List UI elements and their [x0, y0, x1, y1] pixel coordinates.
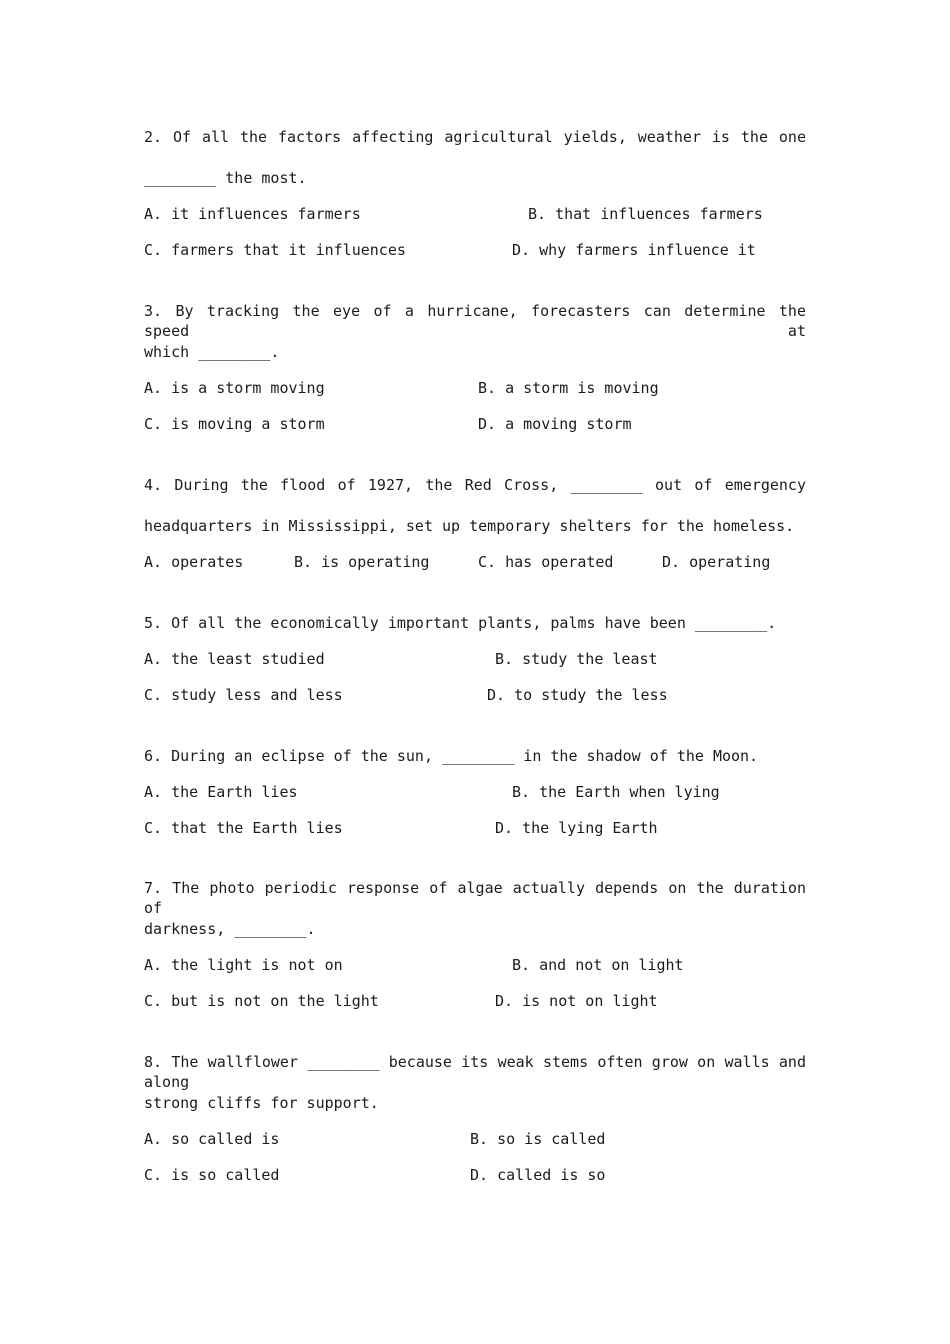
- question-7-stem-line-2: darkness, ________.: [144, 920, 316, 938]
- question-2-stem-line-1: 2. Of all the factors affecting agricultural yields, weather is the one: [144, 128, 806, 146]
- question-3-stem-line-1: 3. By tracking the eye of a hurricane, forecasters can determine the speed at: [144, 302, 806, 340]
- question-8-option-c: C. is so called: [144, 1166, 280, 1184]
- question-5-option-c: C. study less and less: [144, 686, 343, 704]
- question-7-option-c: C. but is not on the light: [144, 992, 379, 1010]
- question-6-stem-line-1: 6. During an eclipse of the sun, ________ in the shadow of the Moon.: [144, 747, 759, 765]
- question-7-stem-line-1: 7. The photo periodic response of algae actually depends on the duration of: [144, 879, 806, 917]
- question-6-option-b: B. the Earth when lying: [512, 783, 720, 801]
- question-3-stem-line-2: which ________.: [144, 343, 280, 361]
- question-4-stem-line-1: 4. During the flood of 1927, the Red Cross, ________ out of emergency: [144, 476, 806, 494]
- question-3-option-b: B. a storm is moving: [478, 379, 659, 397]
- question-5-stem-line-1: 5. Of all the economically important plants, palms have been ________.: [144, 614, 777, 632]
- question-2-option-c: C. farmers that it influences: [144, 241, 406, 259]
- question-2-stem-line-2: ________ the most.: [144, 169, 307, 187]
- question-4-option-a: A. operates: [144, 553, 244, 571]
- question-2-option-d: D. why farmers influence it: [512, 241, 756, 259]
- question-8-option-b: B. so is called: [470, 1130, 606, 1148]
- question-7-option-d: D. is not on light: [495, 992, 658, 1010]
- question-5-option-b: B. study the least: [495, 650, 658, 668]
- question-5-option-a: A. the least studied: [144, 650, 325, 668]
- question-3-option-a: A. is a storm moving: [144, 379, 325, 397]
- question-6-option-d: D. the lying Earth: [495, 819, 658, 837]
- question-8-option-a: A. so called is: [144, 1130, 280, 1148]
- question-4-option-b: B. is operating: [294, 553, 430, 571]
- question-6-option-c: C. that the Earth lies: [144, 819, 343, 837]
- question-7-option-b: B. and not on light: [512, 956, 684, 974]
- question-8-stem-line-2: strong cliffs for support.: [144, 1094, 379, 1112]
- question-6-option-a: A. the Earth lies: [144, 783, 298, 801]
- question-7-option-a: A. the light is not on: [144, 956, 343, 974]
- question-5-option-d: D. to study the less: [487, 686, 668, 704]
- question-3-option-d: D. a moving storm: [478, 415, 632, 433]
- question-2-option-b: B. that influences farmers: [528, 205, 763, 223]
- question-8-option-d: D. called is so: [470, 1166, 606, 1184]
- question-3-option-c: C. is moving a storm: [144, 415, 325, 433]
- question-4-option-c: C. has operated: [478, 553, 614, 571]
- question-2-option-a: A. it influences farmers: [144, 205, 361, 223]
- question-8-stem-line-1: 8. The wallflower ________ because its weak stems often grow on walls and along: [144, 1053, 806, 1091]
- question-4-stem-line-2: headquarters in Mississippi, set up temporary shelters for the homeless.: [144, 517, 795, 535]
- question-4-option-d: D. operating: [662, 553, 771, 571]
